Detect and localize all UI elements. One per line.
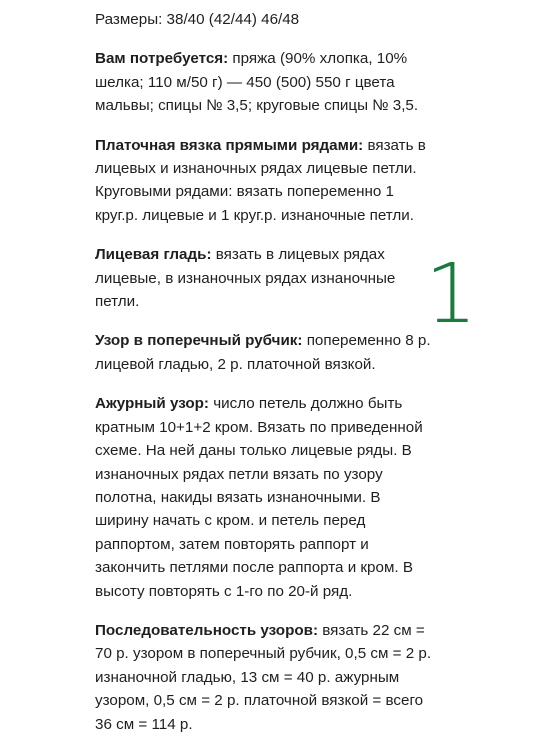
garter-heading: Платочная вязка прямыми рядами: — [95, 136, 364, 154]
text-line — [95, 689, 515, 712]
text-line — [95, 71, 515, 94]
text-line — [95, 642, 515, 665]
line-text: раппортом, затем повторять раппорт и — [95, 535, 369, 553]
line-text: попеременно 8 р. — [302, 332, 431, 350]
text-line — [95, 47, 515, 70]
line-text: изнаночной гладью, 13 см = 40 р. ажурным — [95, 668, 400, 686]
line-text: кратным 10+1+2 кром. Вязать по приведенной — [95, 418, 423, 436]
line-text: полотна, накиды вязать изнаночными. В — [95, 488, 381, 506]
text-line — [95, 416, 515, 439]
line-text: шелка; 110 м/50 г) — 450 (500) 550 г цвета — [95, 73, 395, 91]
line-text: мальвы; спицы № 3,5; круговые спицы № 3,5. — [95, 97, 419, 115]
line-text: круг.р. лицевые и 1 круг.р. изнаночные петли. — [95, 206, 414, 224]
line-text: изнаночных рядах петли вязать по узору — [95, 465, 383, 483]
line-text: вязать 22 см = — [318, 621, 425, 639]
line-text: Круговыми рядами: вязать попеременно 1 — [95, 183, 394, 201]
line-text: вязать в лицевых рядах — [211, 246, 385, 264]
text-line — [95, 509, 515, 532]
text-line — [95, 580, 515, 603]
text-line — [95, 134, 515, 157]
line-text: вязать в — [363, 136, 426, 154]
paragraph-pattern-sequence — [95, 619, 515, 736]
line-text: 70 р. узором в поперечный рубчик, 0,5 см = 2 р. — [95, 645, 432, 663]
line-text: высоту повторять с 1-го по 20-й ряд. — [95, 582, 353, 600]
text-line — [95, 666, 515, 689]
materials-heading: Вам потребуется: — [95, 50, 229, 68]
line-text: петли. — [95, 293, 140, 311]
stockinette-heading: Лицевая гладь: — [95, 246, 212, 264]
line-text: число петель должно быть — [209, 395, 403, 413]
text-line — [95, 157, 515, 180]
text-line — [95, 619, 515, 642]
line-text: лицевые, в изнаночных рядах изнаночные — [95, 269, 396, 287]
lace-heading: Ажурный узор: — [95, 395, 209, 413]
paragraph-materials — [95, 47, 515, 117]
text-line — [95, 486, 515, 509]
text-line — [95, 204, 515, 227]
text-line — [95, 556, 515, 579]
sequence-heading: Последовательность узоров: — [95, 621, 319, 639]
line-text: ширину начать с кром. и петель перед — [95, 512, 366, 530]
line-text: схеме. На ней даны только лицевые ряды. В — [95, 442, 412, 460]
text-line — [95, 8, 515, 31]
line-text: пряжа (90% хлопка, 10% — [228, 50, 408, 68]
line-text: закончить петлями после раппорта и кром. В — [95, 559, 413, 577]
document-body — [95, 8, 515, 752]
paragraph-lace-pattern — [95, 392, 515, 603]
line-text: лицевых и изнаночных рядах лицевые петли. — [95, 160, 417, 178]
text-line — [95, 392, 515, 415]
text-line — [95, 463, 515, 486]
line-text: Размеры: 38/40 (42/44) 46/48 — [95, 11, 300, 28]
text-line — [95, 533, 515, 556]
line-text: узором, 0,5 см = 2 р. платочной вязкой = всего — [95, 692, 424, 710]
page-number: 1 — [425, 247, 478, 342]
paragraph-garter-stitch — [95, 134, 515, 228]
text-line — [95, 439, 515, 462]
paragraph-sizes — [95, 8, 515, 31]
text-line — [95, 353, 515, 376]
text-line — [95, 713, 515, 736]
line-text: 36 см = 114 р. — [95, 715, 193, 733]
text-line — [95, 94, 515, 117]
rib-heading: Узор в поперечный рубчик: — [95, 332, 303, 350]
line-text: лицевой гладью, 2 р. платочной вязкой. — [95, 355, 376, 373]
text-line — [95, 180, 515, 203]
